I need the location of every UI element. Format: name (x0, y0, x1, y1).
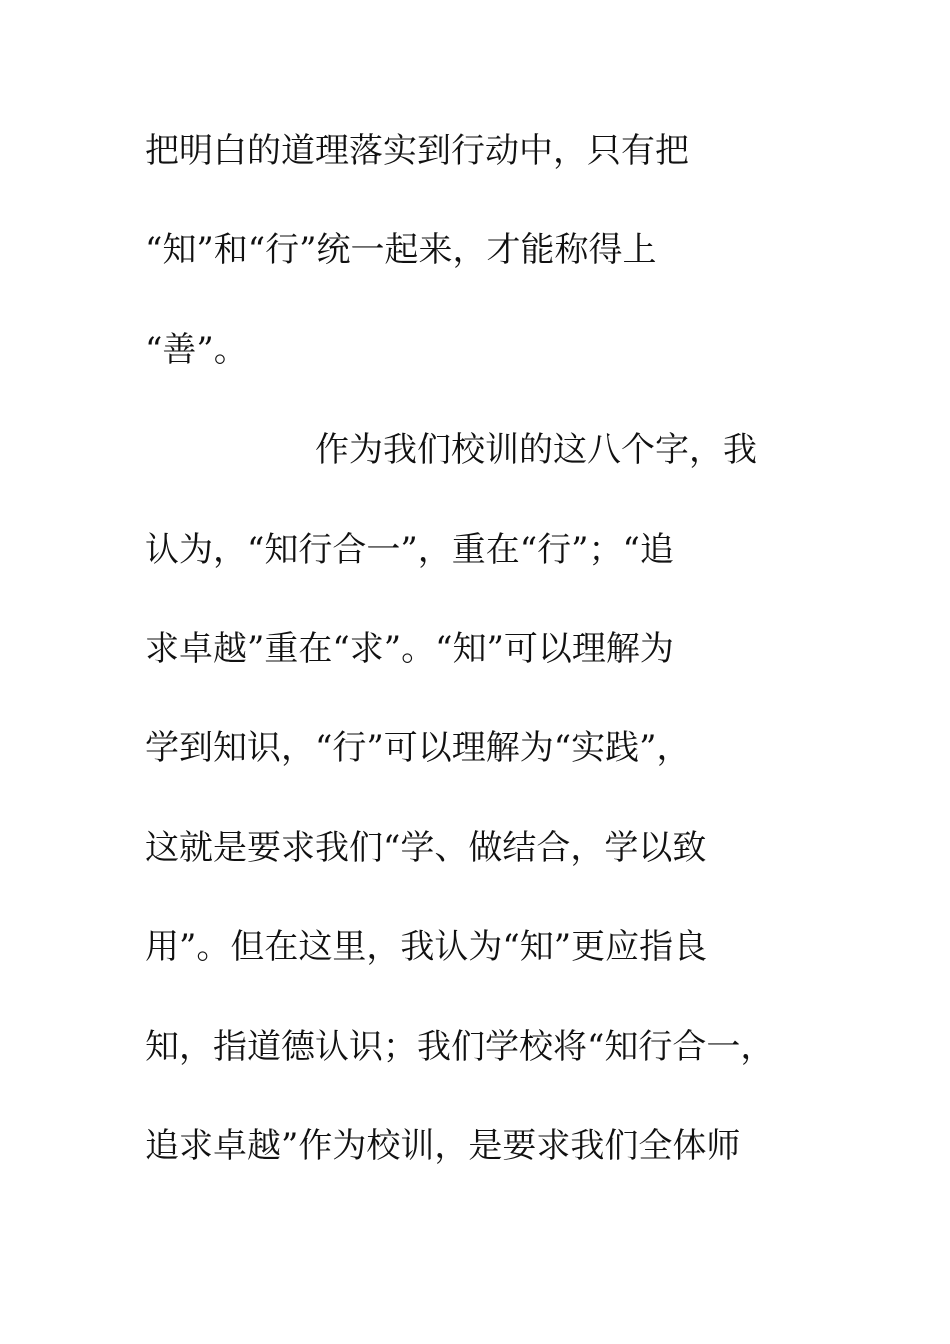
text-line-3: “善”。 (145, 330, 248, 370)
text-line-6: 求卓越”重在“求”。“知”可以理解为 (145, 629, 674, 669)
text-line-8: 这就是要求我们“学、做结合，学以致 (145, 828, 707, 868)
text-line-1: 把明白的道理落实到行动中，只有把 (145, 131, 689, 171)
text-line-10: 知，指道德认识；我们学校将“知行合一， (145, 1027, 775, 1067)
text-line-2: “知”和“行”统一起来，才能称得上 (145, 230, 657, 270)
text-line-7: 学到知识，“行”可以理解为“实践”， (145, 728, 691, 768)
text-line-11: 追求卓越”作为校训，是要求我们全体师 (145, 1126, 741, 1166)
text-line-9: 用”。但在这里，我认为“知”更应指良 (145, 927, 708, 967)
text-line-4: 作为我们校训的这八个字，我 (145, 430, 757, 470)
text-line-5: 认为，“知行合一”，重在“行”；“追 (145, 530, 674, 570)
